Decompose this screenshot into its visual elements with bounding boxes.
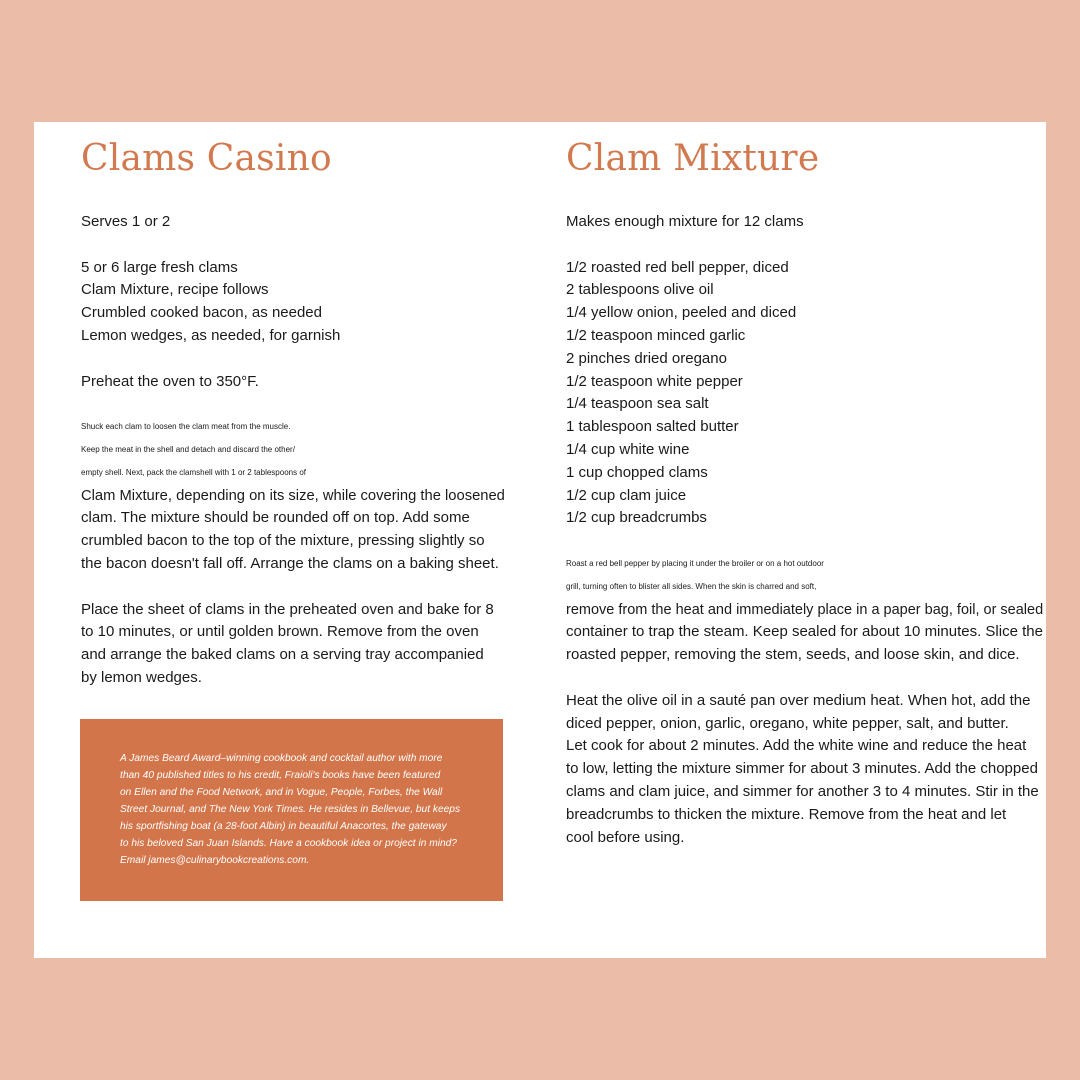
book-spread xyxy=(34,122,1046,958)
text-line: cool before using. xyxy=(566,828,685,846)
ingredient-item: 5 or 6 large fresh clams xyxy=(81,258,238,276)
yield-text: Makes enough mixture for 12 clams xyxy=(566,213,804,230)
text-line: Keep the meat in the shell and detach and discard the other/ xyxy=(81,444,295,454)
text-line: grill, turning often to blister all sides. When the skin is charred and soft, xyxy=(566,581,817,591)
text-line: container to trap the steam. Keep sealed for about 10 minutes. Slice the xyxy=(566,623,1043,641)
bio-line: than 40 published titles to his credit, Fraioli's books have been featured xyxy=(120,770,441,781)
serves-text: Serves 1 or 2 xyxy=(81,213,171,230)
ingredient-item: 1/2 teaspoon minced garlic xyxy=(566,326,746,344)
bio-line: to his beloved San Juan Islands. Have a cookbook idea or project in mind? xyxy=(120,838,457,849)
text-line: Let cook for about 2 minutes. Add the white wine and reduce the heat xyxy=(566,737,1027,755)
text-line: diced pepper, onion, garlic, oregano, white pepper, salt, and butter. xyxy=(566,714,1009,732)
text-line: the bacon doesn't fall off. Arrange the clams on a baking sheet. xyxy=(81,554,499,572)
text-line: crumbled bacon to the top of the mixture, pressing slightly so xyxy=(81,532,485,550)
text-line: by lemon wedges. xyxy=(81,668,202,686)
text-line: Place the sheet of clams in the preheated oven and bake for 8 xyxy=(81,600,494,618)
bio-line: Street Journal, and The New York Times. He resides in Bellevue, but keeps xyxy=(120,804,461,815)
instruction-paragraph: Preheat the oven to 350°F. xyxy=(81,372,259,390)
recipe-title: Clams Casino xyxy=(81,138,332,179)
instruction-paragraph xyxy=(81,416,505,576)
bio-line: A James Beard Award–winning cookbook and cocktail author with more xyxy=(120,753,443,764)
bio-line: Email james@culinarybookcreations.com. xyxy=(120,855,310,866)
ingredient-item: 1/2 roasted red bell pepper, diced xyxy=(566,258,789,276)
text-line: Roast a red bell pepper by placing it under the broiler or on a hot outdoor xyxy=(566,558,824,568)
text-line: clams and clam juice, and simmer for another 3 to 4 minutes. Stir in the xyxy=(566,782,1039,800)
text-line: remove from the heat and immediately place in a paper bag, foil, or sealed xyxy=(566,601,1044,618)
bio-line: his sportfishing boat (a 28-foot Albin) in beautiful Anacortes, the gateway xyxy=(120,821,447,832)
author-bio-box xyxy=(80,719,503,901)
ingredient-item: Clam Mixture, recipe follows xyxy=(81,281,269,299)
text-line: roasted pepper, removing the stem, seeds, and loose skin, and dice. xyxy=(566,646,1020,664)
ingredient-item: 2 pinches dried oregano xyxy=(566,349,727,367)
text-line: clam. The mixture should be rounded off on top. Add some xyxy=(81,509,470,527)
ingredient-item: 1/2 cup clam juice xyxy=(566,486,687,504)
text-line: to low, letting the mixture simmer for about 3 minutes. Add the chopped xyxy=(566,760,1038,778)
text-line: Clam Mixture, depending on its size, while covering the loosened xyxy=(81,487,505,504)
text-line: to 10 minutes, or until golden brown. Remove from the oven xyxy=(81,623,479,641)
ingredient-item: 1/4 cup white wine xyxy=(566,440,690,458)
recipe-body xyxy=(566,211,1043,872)
ingredient-list xyxy=(566,257,1043,531)
ingredient-item: 1 tablespoon salted butter xyxy=(566,418,739,436)
ingredient-item: Lemon wedges, as needed, for garnish xyxy=(81,326,341,344)
text-line: Heat the olive oil in a sauté pan over medium heat. When hot, add the xyxy=(566,691,1031,709)
ingredient-item: 1 cup chopped clams xyxy=(566,463,708,481)
ingredient-item: 1/4 yellow onion, peeled and diced xyxy=(566,304,797,322)
ingredient-item: 1/2 teaspoon white pepper xyxy=(566,372,743,390)
text-line: empty shell. Next, pack the clamshell with 1 or 2 tablespoons of xyxy=(81,467,306,477)
ingredient-item: Crumbled cooked bacon, as needed xyxy=(81,304,322,322)
text-line: Shuck each clam to loosen the clam meat from the muscle. xyxy=(81,422,291,432)
ingredient-item: 2 tablespoons olive oil xyxy=(566,281,714,299)
instruction-paragraph xyxy=(566,553,1043,667)
bio-line: on Ellen and the Food Network, and in Vogue, People, Forbes, the Wall xyxy=(120,787,443,798)
recipe-body xyxy=(81,211,505,713)
ingredient-list xyxy=(81,257,505,348)
ingredient-item: 1/2 cup breadcrumbs xyxy=(566,509,707,527)
recipe-title: Clam Mixture xyxy=(566,138,820,179)
instruction-paragraph xyxy=(81,599,505,690)
instruction-paragraph xyxy=(566,690,1043,850)
ingredient-item: 1/4 teaspoon sea salt xyxy=(566,395,709,413)
text-line: and arrange the baked clams on a serving tray accompanied xyxy=(81,646,484,664)
text-line: breadcrumbs to thicken the mixture. Remove from the heat and let xyxy=(566,805,1007,823)
